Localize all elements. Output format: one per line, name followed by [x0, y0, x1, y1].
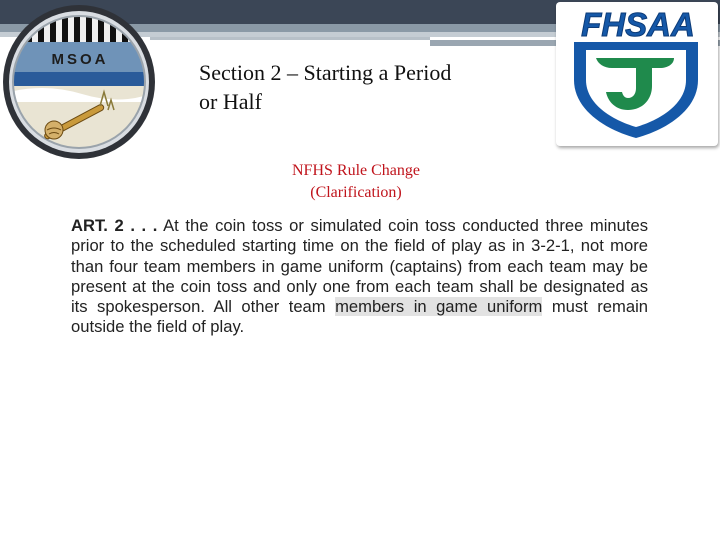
header-stripe-thin	[150, 37, 430, 40]
fhsaa-logo-icon	[556, 2, 718, 146]
svg-text:FHSAA	[581, 6, 695, 43]
rule-article-label: ART. 2 . . .	[71, 216, 158, 235]
rule-body-start: At the coin toss or simulated coin toss conducted three minutes prior to the scheduled starting time on the field of play as in 3-2-1, not more than four team members in game uniform (captains) from each team may be present at the coin toss and only one from each team shall be designated as its spokesperson. All other team	[71, 216, 649, 317]
subtitle-line-1: NFHS Rule Change	[292, 162, 420, 179]
page-title	[199, 58, 539, 116]
title-line-2: or Half	[199, 89, 262, 114]
rule-highlighted-phrase: members in game uniform	[335, 297, 543, 317]
rule-text	[71, 216, 648, 338]
subtitle	[256, 160, 456, 204]
fhsaa-logo-text: FHSAA	[581, 6, 695, 43]
svg-text:MSOA	[52, 51, 109, 68]
rule-body-end: must remain outside the field of play.	[71, 297, 648, 337]
msoa-logo-text: MSOA	[51, 51, 109, 68]
msoa-badge-icon	[2, 2, 156, 160]
subtitle-line-2: (Clarification)	[310, 184, 402, 201]
fhsaa-logo	[556, 2, 718, 146]
title-line-1: Section 2 – Starting a Period	[199, 60, 452, 85]
